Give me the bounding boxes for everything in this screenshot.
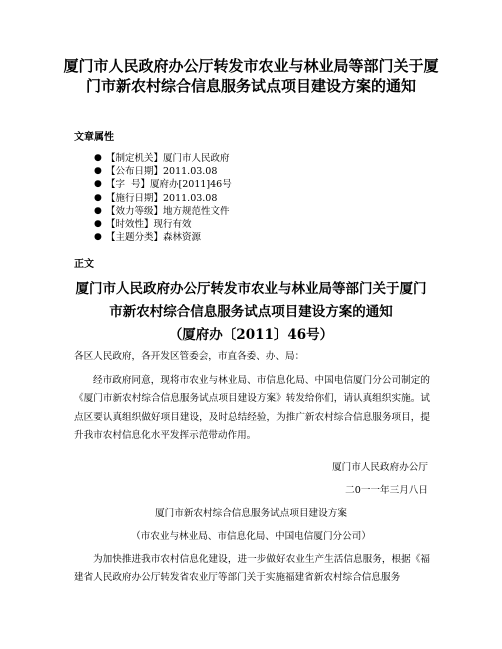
attribute-text: 【主题分类】森林资源 [106,232,202,244]
list-item [94,205,232,218]
signature-organization: 厦门市人民政府办公厅 [332,462,428,473]
attribute-text: 【效力等级】地方规范性文件 [106,205,230,217]
attribute-text: 【施行日期】2011.03.08 [106,192,218,204]
list-item [94,178,232,191]
attributes-list [94,152,232,244]
list-item [94,152,232,165]
list-item [94,165,232,178]
body-title-line2: 市新农村综合信息服务试点项目建设方案的通知 [109,304,393,320]
document-title: 厦门市人民政府办公厅转发市农业与林业局等部门关于厦门市新农村综合信息服务试点项目建设方案的通知 [63,57,439,95]
plan-authors: （市农业与林业局、市信息化局、中国电信厦门分公司） [131,531,371,542]
plan-title: 厦门市新农村综合信息服务试点项目建设方案 [155,508,347,519]
addressee: 各区人民政府，各开发区管委会，市直各委、办、局： [74,351,305,362]
paragraph-2: 为加快推进我市农村信息化建设，进一步做好农业生产生活信息服务，根据《福建省人民政府办公厅转发省农业厅等部门关于实施福建省新农村综合信息服务 [74,554,430,584]
attribute-text: 【制定机关】厦门市人民政府 [106,153,230,164]
attribute-text: 【公布日期】2011.03.08 [106,166,218,178]
list-item [94,192,232,205]
body-title-line1: 厦门市人民政府办公厅转发市农业与林业局等部门关于厦门 [75,281,427,297]
bullet-icon: ● [94,232,102,243]
list-item [94,231,232,244]
bullet-icon: ● [94,219,102,230]
bullet-icon: ● [94,192,102,203]
attribute-text: 【时效性】现行有效 [106,219,192,231]
bullet-icon: ● [94,205,102,216]
attribute-text: 【字 号】厦府办[2011]46号 [106,179,232,191]
signature-date: 二0一一年三月八日 [345,485,428,496]
list-item [94,218,232,231]
bullet-icon: ● [94,166,102,177]
paragraph-1: 经市政府同意，现将市农业与林业局、市信息化局、中国电信厦门分公司制定的《厦门市新农村综合信息服务试点项目建设方案》转发给你们，请认真组织实施。试点区要认真组织做好项目建设，及时总结经验，为推广新农村综合信息服务项目，提升我市农村信息化水平发挥示范带动作用。 [74,375,430,442]
body-heading: 正文 [74,259,94,270]
document-number: （厦府办〔2011〕46号） [168,327,334,343]
bullet-icon: ● [94,179,102,190]
bullet-icon: ● [94,153,102,163]
attributes-heading: 文章属性 [74,132,114,143]
